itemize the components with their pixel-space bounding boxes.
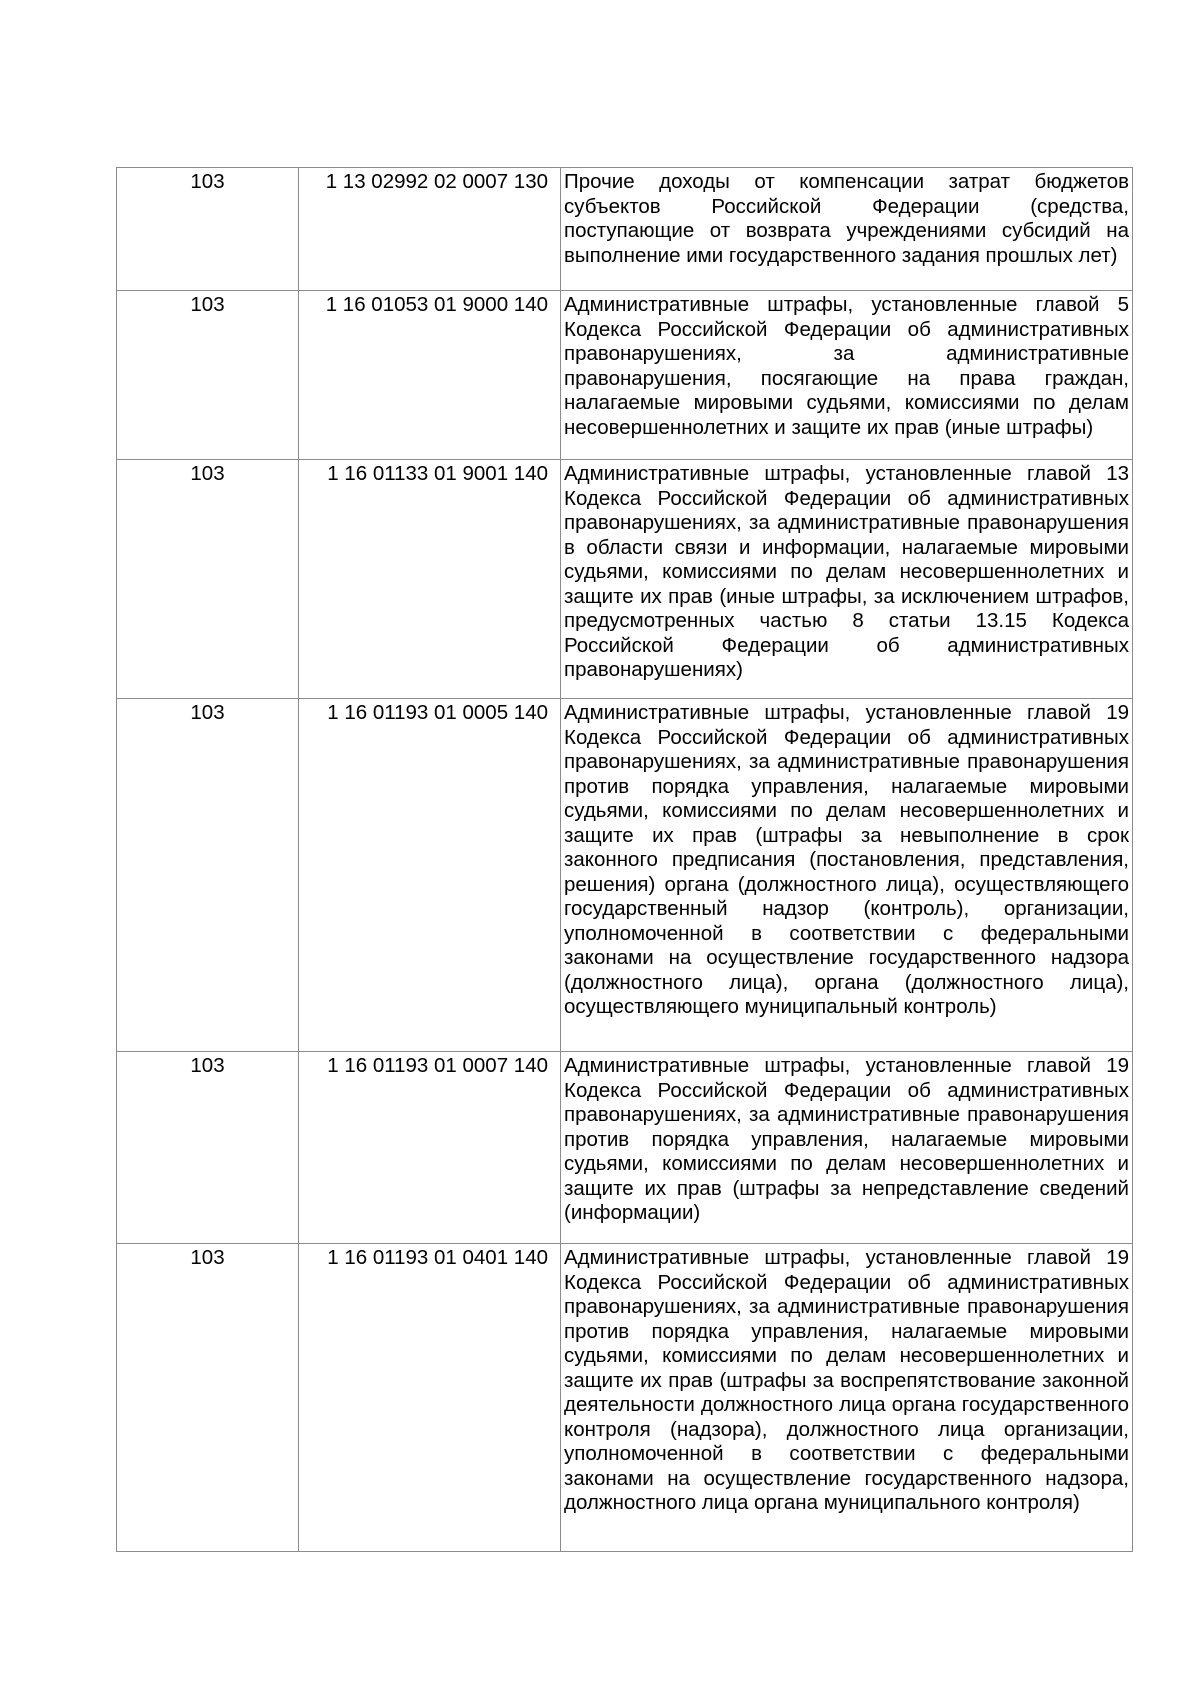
revenue-name-text: Административные штрафы, установленные главой 5 Кодекса Российской Федерации об административных правонарушениях, за административные правонарушения, посягающие на права граждан, налагаемые мировыми судьями, комиссиями по делам несовершеннолетних и защите их прав (иные штрафы) <box>564 293 1129 439</box>
admin-code-cell: 103 <box>117 1244 299 1552</box>
revenue-name-cell <box>561 460 1133 699</box>
kbk-code-cell: 1 16 01193 01 0007 140 <box>299 1052 561 1244</box>
kbk-code-cell: 1 16 01133 01 9001 140 <box>299 460 561 699</box>
kbk-code-cell: 1 16 01193 01 0005 140 <box>299 699 561 1052</box>
revenue-name-text: Прочие доходы от компенсации затрат бюджетов субъектов Российской Федерации (средства, поступающие от возврата учреждениями субсидий на выполнение ими государственного задания прошлых лет) <box>564 170 1129 267</box>
revenue-name-text: Административные штрафы, установленные главой 13 Кодекса Российской Федерации об административных правонарушениях, за административные правонарушения в области связи и информации, налагаемые мировыми судьями, комиссиями по делам несовершеннолетних и защите их прав (иные штрафы, за исключением штрафов, предусмотренных частью 8 статьи 13.15 Кодекса Российской Федерации об административных правонарушениях) <box>564 462 1129 681</box>
table-row <box>117 1244 1133 1552</box>
admin-code-cell: 103 <box>117 1052 299 1244</box>
revenue-name-cell <box>561 291 1133 460</box>
table-row <box>117 460 1133 699</box>
revenue-codes-table <box>116 167 1133 1552</box>
table-row <box>117 699 1133 1052</box>
table-row <box>117 1052 1133 1244</box>
kbk-code-cell: 1 16 01053 01 9000 140 <box>299 291 561 460</box>
revenue-name-cell <box>561 1052 1133 1244</box>
admin-code-cell: 103 <box>117 168 299 291</box>
revenue-name-text: Административные штрафы, установленные главой 19 Кодекса Российской Федерации об административных правонарушениях, за административные правонарушения против порядка управления, налагаемые мировыми судьями, комиссиями по делам несовершеннолетних и защите их прав (штрафы за непредставление сведений (информации) <box>564 1054 1129 1224</box>
admin-code-cell: 103 <box>117 291 299 460</box>
revenue-name-text: Административные штрафы, установленные главой 19 Кодекса Российской Федерации об административных правонарушениях, за административные правонарушения против порядка управления, налагаемые мировыми судьями, комиссиями по делам несовершеннолетних и защите их прав (штрафы за невыполнение в срок законного предписания (постановления, представления, решения) органа (должностного лица), осуществляющего государственный надзор (контроль), организации, уполномоченной в соответствии с федеральными законами на осуществление государственного надзора (должностного лица), органа (должностного лица), осуществляющего муниципальный контроль) <box>564 701 1129 1018</box>
revenue-name-cell <box>561 1244 1133 1552</box>
kbk-code-cell: 1 13 02992 02 0007 130 <box>299 168 561 291</box>
table-row <box>117 168 1133 291</box>
admin-code-cell: 103 <box>117 460 299 699</box>
revenue-name-text: Административные штрафы, установленные главой 19 Кодекса Российской Федерации об административных правонарушениях, за административные правонарушения против порядка управления, налагаемые мировыми судьями, комиссиями по делам несовершеннолетних и защите их прав (штрафы за воспрепятствование законной деятельности должностного лица органа государственного контроля (надзора), должностного лица организации, уполномоченной в соответствии с федеральными законами на осуществление государственного надзора, должностного лица органа муниципального контроля) <box>564 1246 1129 1514</box>
revenue-name-cell <box>561 699 1133 1052</box>
revenue-name-cell <box>561 168 1133 291</box>
kbk-code-cell: 1 16 01193 01 0401 140 <box>299 1244 561 1552</box>
table-row <box>117 291 1133 460</box>
admin-code-cell: 103 <box>117 699 299 1052</box>
